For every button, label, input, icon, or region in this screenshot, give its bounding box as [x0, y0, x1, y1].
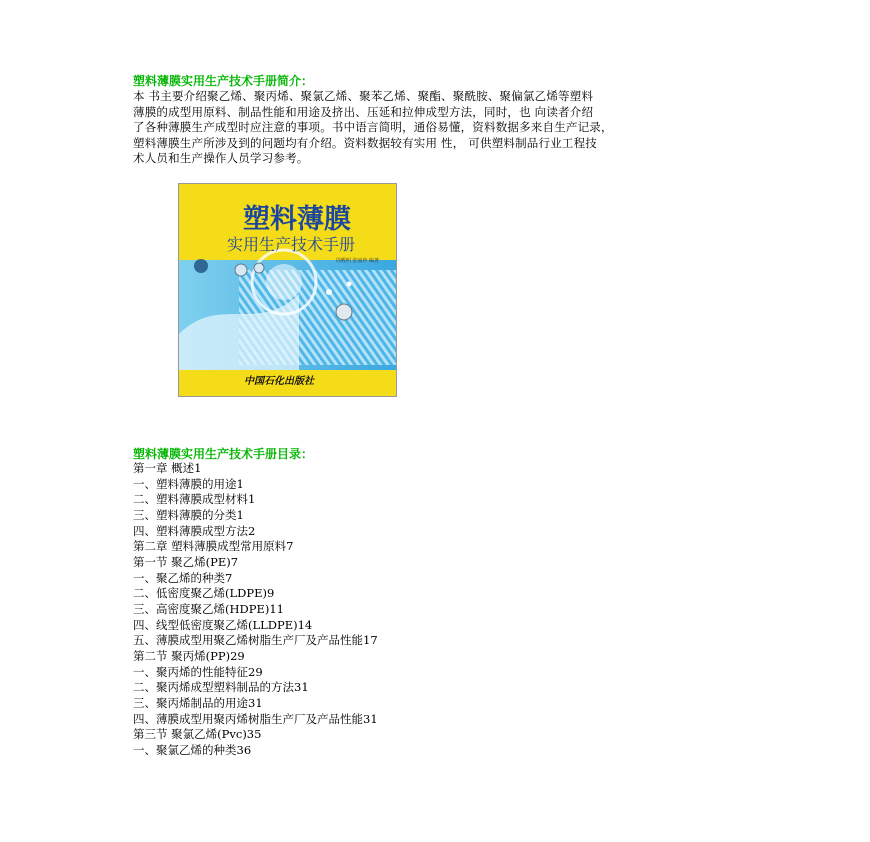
cover-authors: 周殿明 张丽珍 编著 [335, 258, 379, 264]
intro-heading: 塑料薄膜实用生产技术手册简介： [133, 74, 314, 88]
toc-entry: 一、聚氯乙烯的种类36 [133, 742, 252, 757]
toc-entry: 三、高密度聚乙烯(HDPE)11 [133, 601, 284, 616]
intro-line: 塑料薄膜生产所涉及到的问题均有介绍。资料数据较有实用 性， 可供塑料制品行业工程技 [133, 135, 598, 150]
table-of-contents [133, 461, 378, 758]
toc-entry: 一、聚乙烯的种类7 [133, 570, 233, 585]
book-cover-image [178, 183, 397, 397]
intro-paragraph [133, 89, 743, 167]
toc-heading: 塑料薄膜实用生产技术手册目录： [133, 447, 314, 461]
intro-line: 了各种薄膜生产成型时应注意的事项。书中语言简明，通俗易懂，资料数据多来自生产记录， [133, 120, 613, 134]
toc-entry: 五、薄膜成型用聚乙烯树脂生产厂及产品性能17 [133, 633, 378, 648]
intro-line: 薄膜的成型用原料、制品性能和用途及挤出、压延和拉伸成型方法，同时，也 向读者介绍 [133, 104, 594, 119]
toc-entry: 四、线型低密度聚乙烯(LLDPE)14 [133, 617, 313, 632]
intro-line: 本 书主要介绍聚乙烯、聚丙烯、聚氯乙烯、聚苯乙烯、聚酯、聚酰胺、聚偏氯乙烯等塑料 [133, 89, 594, 103]
toc-entry: 第三节 聚氯乙烯(Pvc)35 [133, 727, 262, 742]
toc-entry: 二、塑料薄膜成型材料1 [133, 492, 256, 507]
toc-entry: 第一节 聚乙烯(PE)7 [133, 554, 239, 569]
cover-title-sub: 实用生产技术手册 [226, 235, 356, 254]
cover-title-main: 塑料薄膜 [243, 204, 351, 235]
toc-entry: 四、薄膜成型用聚丙烯树脂生产厂及产品性能31 [133, 711, 378, 726]
toc-entry: 三、聚丙烯制品的用途31 [133, 695, 263, 710]
toc-entry: 第二章 塑料薄膜成型常用原料7 [133, 539, 294, 554]
toc-entry: 一、聚丙烯的性能特征29 [133, 664, 263, 679]
toc-entry: 第二节 聚丙烯(PP)29 [133, 648, 245, 663]
toc-entry: 二、聚丙烯成型塑料制品的方法31 [133, 680, 309, 695]
toc-entry: 三、塑料薄膜的分类1 [133, 507, 244, 522]
toc-entry: 四、塑料薄膜成型方法2 [133, 523, 256, 538]
intro-line: 术人员和生产操作人员学习参考。 [133, 151, 309, 165]
toc-entry: 第一章 概述1 [133, 461, 202, 475]
cover-publisher: 中国石化出版社 [244, 376, 314, 387]
toc-entry: 一、塑料薄膜的用途1 [133, 476, 244, 491]
toc-entry: 二、低密度聚乙烯(LDPE)9 [133, 586, 275, 601]
